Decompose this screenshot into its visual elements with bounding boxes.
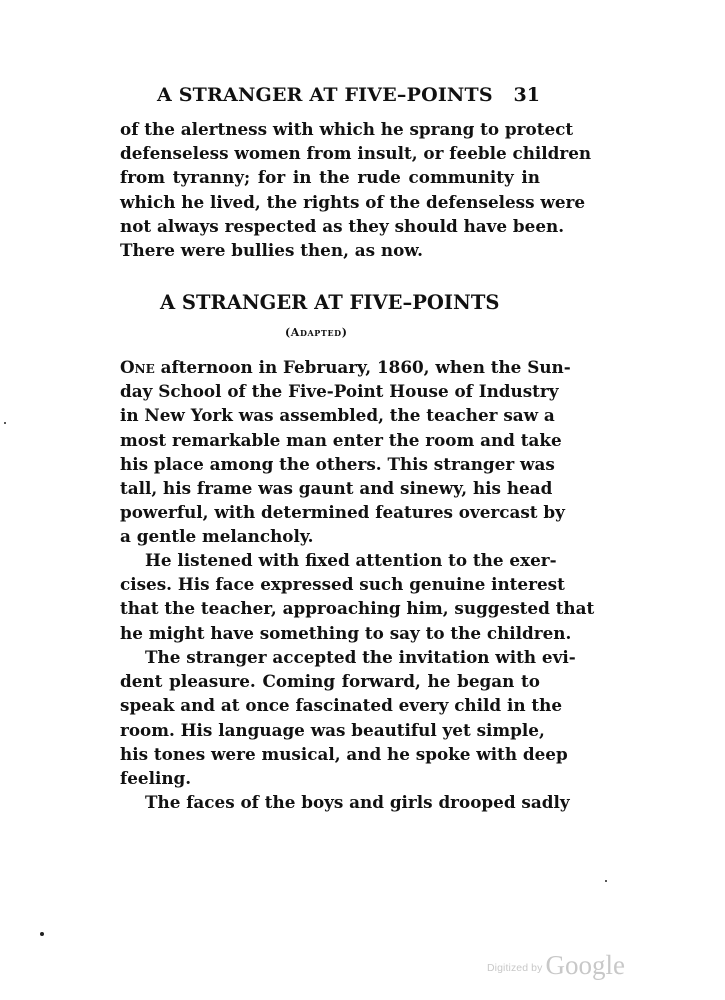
text-line: a gentle melancholy. bbox=[120, 526, 314, 547]
text-line: his tones were musical, and he spoke with deep bbox=[120, 743, 568, 764]
text-line: He listened with fixed attention to the exer- bbox=[145, 550, 557, 570]
text-line: powerful, with determined features overcast by bbox=[120, 502, 565, 523]
text-line: in New York was assembled, the teacher saw a bbox=[120, 405, 555, 426]
text-line: most remarkable man enter the room and take bbox=[120, 429, 562, 450]
text-line: from tyranny; for in the rude community in bbox=[120, 167, 540, 188]
text-line: tall, his frame was gaunt and sinewy, his head bbox=[120, 477, 553, 498]
text-line: that the teacher, approaching him, suggested that bbox=[120, 598, 595, 619]
scan-speck bbox=[40, 932, 44, 936]
paragraph-4 bbox=[120, 790, 570, 814]
paragraph-1 bbox=[120, 355, 571, 549]
text-line: day School of the Five-Point House of Industry bbox=[120, 381, 559, 402]
text-line bbox=[120, 355, 571, 379]
text-line: The faces of the boys and girls drooped sadly bbox=[145, 792, 570, 812]
google-logo: Google bbox=[545, 950, 625, 980]
text-line: not always respected as they should have been. bbox=[120, 215, 565, 236]
text-line: dent pleasure. Coming forward, he began to bbox=[120, 671, 540, 692]
text-line: of the alertness with which he sprang to protect bbox=[120, 119, 574, 139]
text-line: There were bullies then, as now. bbox=[120, 239, 423, 260]
text-line: The stranger accepted the invitation with evi- bbox=[145, 647, 576, 667]
text-line: room. His language was beautiful yet simple, bbox=[120, 719, 545, 740]
text-line: he might have something to say to the children. bbox=[120, 622, 572, 643]
page-number: 31 bbox=[513, 84, 540, 106]
text-line: feeling. bbox=[120, 767, 192, 788]
running-title: A STRANGER AT FIVE–POINTS bbox=[157, 84, 493, 106]
carryover-paragraph bbox=[120, 117, 592, 262]
running-head bbox=[120, 80, 540, 110]
text-line: defenseless women from insult, or feeble children bbox=[120, 143, 592, 164]
scan-speck bbox=[605, 880, 607, 882]
text-line: cises. His face expressed such genuine interest bbox=[120, 574, 565, 595]
scan-speck bbox=[4, 422, 6, 424]
text-line: speak and at once fascinated every child in the bbox=[120, 695, 562, 716]
section-subtitle: (Adapted) bbox=[285, 326, 348, 339]
text-line: which he lived, the rights of the defenseless were bbox=[120, 191, 586, 212]
paragraph-2 bbox=[120, 548, 595, 645]
first-word: One bbox=[120, 357, 155, 377]
first-line-rest: afternoon in February, 1860, when the Sun- bbox=[154, 357, 571, 377]
digitized-watermark bbox=[487, 950, 625, 984]
text-line: his place among the others. This stranger was bbox=[120, 453, 555, 474]
paragraph-3 bbox=[120, 645, 576, 790]
section-title: A STRANGER AT FIVE–POINTS bbox=[160, 291, 500, 314]
watermark-prefix: Digitized by bbox=[487, 962, 543, 974]
